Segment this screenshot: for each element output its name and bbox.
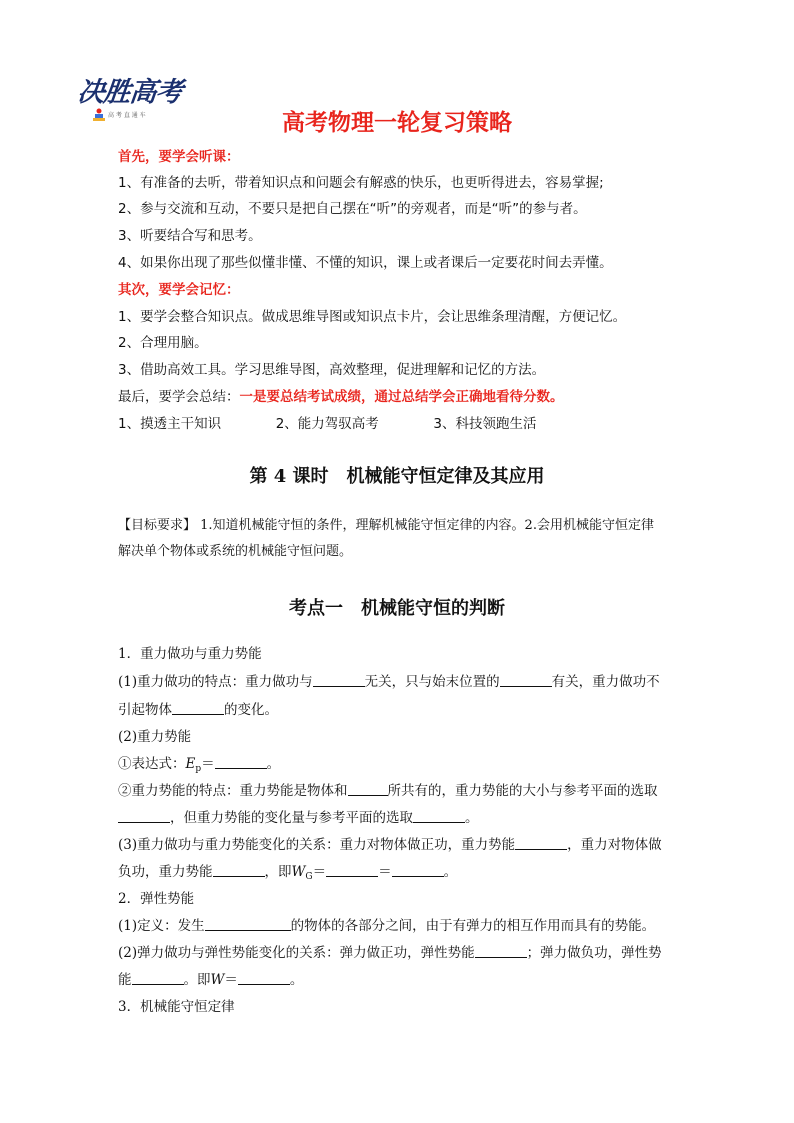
summary-item: 2、能力驾驭高考	[275, 416, 379, 432]
fill-blank[interactable]	[348, 783, 388, 796]
section-title: 考点一 机械能守恒的判断	[289, 598, 505, 619]
text-span: (1)重力做功的特点：重力做功与	[118, 674, 313, 690]
text-span: 能	[118, 972, 132, 988]
text-span: ＝	[378, 864, 392, 880]
paragraph	[118, 779, 658, 799]
paragraph	[118, 860, 457, 882]
text-span: 引起物体	[118, 702, 172, 718]
list-item: 1、有准备的去听，带着知识点和问题会有解惑的快乐，也更听得进去，容易掌握;	[118, 175, 604, 191]
text-span: ，但重力势能的变化量与参考平面的选取	[170, 810, 413, 826]
text-span: W	[210, 972, 225, 988]
text-span: ；弹力做负功，弹性势	[526, 945, 662, 961]
fill-blank[interactable]	[475, 945, 527, 958]
fill-blank[interactable]	[392, 864, 444, 877]
text-span: 。	[266, 756, 281, 772]
lesson-title: 第 4 课时 机械能守恒定律及其应用	[249, 466, 545, 487]
list-item: 3、借助高效工具。学习思维导图，高效整理，促进理解和记忆的方法。	[118, 362, 546, 378]
text-span: 的变化。	[224, 702, 278, 718]
first-heading: 首先，要学会听课：	[118, 149, 240, 165]
text-span: ＝	[312, 864, 327, 880]
text-span: 的物体的各部分之间，由于有弹力的相互作用而具有的势能。	[290, 918, 656, 934]
text-span: (1)定义：发生	[118, 918, 205, 934]
list-item: 4、如果你出现了那些似懂非懂、不懂的知识，课上或者课后一定要花时间去弄懂。	[118, 255, 613, 271]
paragraph	[118, 806, 479, 826]
text-span: ＝	[224, 972, 238, 988]
text-span: ，即	[264, 864, 292, 880]
logo-subtitle: 高 考 直 通 车	[108, 112, 146, 119]
fill-blank[interactable]	[132, 972, 184, 985]
text-span: p	[195, 764, 202, 774]
goal-line-2: 解决单个物体或系统的机械能守恒问题。	[118, 544, 353, 559]
text-span: 负功，重力势能	[118, 864, 213, 880]
paragraph	[118, 914, 655, 934]
text-span: ＝	[201, 756, 215, 772]
heading-conservation: 3．机械能守恒定律	[118, 999, 235, 1015]
heading-elastic: 2．弹性势能	[118, 891, 195, 907]
fill-blank[interactable]	[205, 918, 291, 931]
fill-blank[interactable]	[172, 702, 224, 715]
list-item: 1、要学会整合知识点。做成思维导图或知识点卡片，会让思维条理清醒，方便记忆。	[118, 309, 627, 325]
summary-item: 3、科技领跑生活	[433, 416, 537, 432]
text-span: 所共有的，重力势能的大小与参考平面的选取	[387, 783, 658, 799]
last-emphasis: 一是要总结考试成绩，通过总结学会正确地看待分数。	[239, 389, 564, 405]
text-span: 。	[443, 864, 458, 880]
paragraph	[118, 752, 280, 774]
text-span: 。	[465, 810, 479, 826]
paragraph	[118, 833, 662, 853]
text-span: ②重力势能的特点：重力势能是物体和	[118, 783, 348, 799]
text-span: 。	[289, 972, 304, 988]
paragraph	[118, 941, 662, 961]
text-span: 。即	[183, 972, 211, 988]
text-span: ①表达式：	[118, 756, 186, 772]
page-title: 高考物理一轮复习策略	[282, 110, 512, 136]
fill-blank[interactable]	[213, 864, 265, 877]
list-item: 2、合理用脑。	[118, 335, 208, 351]
text-span: (3)重力做功与重力势能变化的关系：重力对物体做正功，重力势能	[118, 837, 516, 853]
paragraph: (2)重力势能	[118, 729, 192, 745]
second-heading: 其次，要学会记忆：	[118, 282, 240, 298]
text-span: W	[291, 864, 306, 880]
fill-blank[interactable]	[238, 972, 290, 985]
fill-blank[interactable]	[515, 837, 567, 850]
list-item: 3、听要结合写和思考。	[118, 228, 262, 244]
text-span: ，重力对物体做	[567, 837, 662, 853]
fill-blank[interactable]	[313, 674, 365, 687]
summary-item: 1、摸透主干知识	[118, 416, 222, 432]
paragraph	[118, 968, 303, 988]
goal-text: 1.知道机械能守恒的条件，理解机械能守恒定律的内容。2.会用机械能守恒定律	[196, 518, 654, 533]
text-span: 有关，重力做功不	[551, 674, 660, 690]
text-span: (2)弹力做功与弹性势能变化的关系：弹力做正功，弹性势能	[118, 945, 475, 961]
text-span: G	[305, 872, 313, 882]
goal-label: 【目标要求】	[118, 518, 197, 533]
paragraph	[118, 698, 278, 718]
fill-blank[interactable]	[500, 674, 552, 687]
fill-blank[interactable]	[413, 810, 465, 823]
last-prefix: 最后，要学会总结：	[118, 389, 240, 405]
fill-blank[interactable]	[215, 756, 267, 769]
fill-blank[interactable]	[326, 864, 378, 877]
last-line	[118, 385, 564, 405]
heading-gravity: 1．重力做功与重力势能	[118, 646, 262, 662]
summary-row	[118, 412, 536, 432]
logo-text: 决胜高考	[76, 77, 184, 108]
list-item: 2、参与交流和互动，不要只是把自己摆在“听”的旁观者，而是“听”的参与者。	[118, 201, 587, 217]
text-span: 无关，只与始末位置的	[364, 674, 500, 690]
paragraph	[118, 670, 660, 690]
fill-blank[interactable]	[118, 810, 170, 823]
goal-line	[118, 514, 654, 533]
text-span: E	[185, 756, 196, 772]
